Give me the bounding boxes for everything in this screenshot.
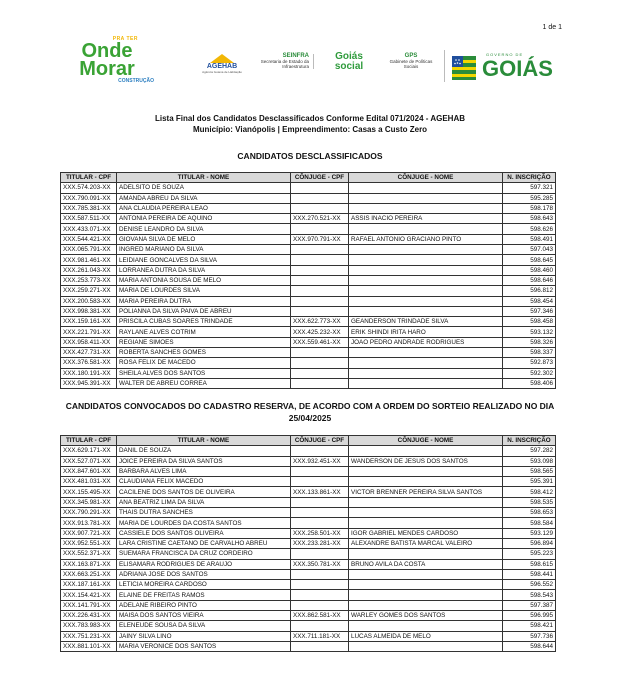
conjuge-nome-cell: GEANDERSON TRINDADE SILVA xyxy=(349,317,503,327)
conjuge-cpf-cell xyxy=(291,203,349,213)
titular-nome-cell: SUEMARA FRANCISCA DA CRUZ CORDEIRO xyxy=(117,549,291,559)
conjuge-nome-cell xyxy=(349,275,503,285)
inscricao-cell: 598.421 xyxy=(503,621,556,631)
titular-cpf-cell: XXX.552.371-XX xyxy=(61,549,117,559)
conjuge-nome-cell xyxy=(349,477,503,487)
titular-cpf-cell: XXX.253.773-XX xyxy=(61,275,117,285)
conjuge-cpf-cell xyxy=(291,265,349,275)
table-row xyxy=(61,327,556,337)
titular-nome-cell: MARIA PEREIRA DUTRA xyxy=(117,296,291,306)
conjuge-cpf-cell xyxy=(291,183,349,193)
titular-cpf-cell: XXX.981.461-XX xyxy=(61,255,117,265)
header-titular-nome: TITULAR - NOME xyxy=(117,173,291,183)
titular-nome-cell: ANA BEATRIZ LIMA DA SILVA xyxy=(117,497,291,507)
header-conjuge-cpf: CÔNJUGE - CPF xyxy=(291,173,349,183)
inscricao-cell: 593.132 xyxy=(503,327,556,337)
conjuge-nome-cell xyxy=(349,296,503,306)
conjuge-cpf-cell xyxy=(291,621,349,631)
conjuge-nome-cell xyxy=(349,265,503,275)
conjuge-nome-cell xyxy=(349,203,503,213)
inscricao-cell: 598.615 xyxy=(503,559,556,569)
titular-nome-cell: ADRIANA JOSE DOS SANTOS xyxy=(117,569,291,579)
titular-nome-cell: ADELANE RIBEIRO PINTO xyxy=(117,600,291,610)
inscricao-cell: 598.406 xyxy=(503,378,556,388)
titular-nome-cell: ELAINE DE FREITAS RAMOS xyxy=(117,590,291,600)
inscricao-cell: 598.645 xyxy=(503,255,556,265)
header-titular-cpf: TITULAR - CPF xyxy=(61,173,117,183)
table-row xyxy=(61,569,556,579)
table-row xyxy=(61,456,556,466)
titular-cpf-cell: XXX.261.043-XX xyxy=(61,265,117,275)
titular-nome-cell: CLAUDIANA FELIX MACEDO xyxy=(117,477,291,487)
table-header-row xyxy=(61,436,556,446)
conjuge-cpf-cell xyxy=(291,275,349,285)
titular-nome-cell: PRISCILA CUBAS SOARES TRINDADE xyxy=(117,317,291,327)
inscricao-cell: 598.646 xyxy=(503,275,556,285)
table-row xyxy=(61,337,556,347)
titular-nome-cell: MARIA DE LOURDES SILVA xyxy=(117,286,291,296)
titular-nome-cell: MAISA DOS SANTOS VIEIRA xyxy=(117,611,291,621)
table-row xyxy=(61,255,556,265)
table-row xyxy=(61,306,556,316)
inscricao-cell: 598.543 xyxy=(503,590,556,600)
conjuge-nome-cell xyxy=(349,600,503,610)
table-row xyxy=(61,245,556,255)
titular-cpf-cell: XXX.376.581-XX xyxy=(61,358,117,368)
conjuge-cpf-cell xyxy=(291,286,349,296)
table-row xyxy=(61,348,556,358)
titular-nome-cell: LARA CRISTINE CAETANO DE CARVALHO ABREU xyxy=(117,538,291,548)
table-row xyxy=(61,317,556,327)
inscricao-cell: 596.995 xyxy=(503,611,556,621)
conjuge-cpf-cell: XXX.559.461-XX xyxy=(291,337,349,347)
logo-bar xyxy=(58,34,564,94)
conjuge-cpf-cell xyxy=(291,224,349,234)
conjuge-nome-cell xyxy=(349,641,503,651)
table-row xyxy=(61,466,556,476)
inscricao-cell: 598.178 xyxy=(503,203,556,213)
disqualified-table xyxy=(60,172,556,389)
conjuge-nome-cell xyxy=(349,590,503,600)
titular-nome-cell: SHEILA ALVES DOS SANTOS xyxy=(117,368,291,378)
conjuge-nome-cell xyxy=(349,549,503,559)
titular-cpf-cell: XXX.544.421-XX xyxy=(61,234,117,244)
conjuge-nome-cell xyxy=(349,518,503,528)
titular-cpf-cell: XXX.200.583-XX xyxy=(61,296,117,306)
inscricao-cell: 596.894 xyxy=(503,538,556,548)
table-row xyxy=(61,611,556,621)
inscricao-cell: 598.441 xyxy=(503,569,556,579)
titular-nome-cell: CACILENE DOS SANTOS DE OLIVEIRA xyxy=(117,487,291,497)
conjuge-cpf-cell xyxy=(291,549,349,559)
header-inscricao: N. INSCRIÇÃO xyxy=(503,436,556,446)
conjuge-nome-cell xyxy=(349,446,503,456)
inscricao-cell: 598.454 xyxy=(503,296,556,306)
header-titular-cpf: TITULAR - CPF xyxy=(61,436,117,446)
inscricao-cell: 592.873 xyxy=(503,358,556,368)
titular-nome-cell: LETICIA MOREIRA CARDOSO xyxy=(117,580,291,590)
conjuge-cpf-cell: XXX.970.791-XX xyxy=(291,234,349,244)
titular-cpf-cell: XXX.998.381-XX xyxy=(61,306,117,316)
goias-social-logo xyxy=(322,52,376,72)
table-row xyxy=(61,641,556,651)
titular-cpf-cell: XXX.433.071-XX xyxy=(61,224,117,234)
table-row xyxy=(61,214,556,224)
conjuge-cpf-cell xyxy=(291,348,349,358)
titular-cpf-cell: XXX.065.791-XX xyxy=(61,245,117,255)
header-conjuge-nome: CÔNJUGE - NOME xyxy=(349,436,503,446)
conjuge-cpf-cell xyxy=(291,245,349,255)
titular-cpf-cell: XXX.345.981-XX xyxy=(61,497,117,507)
conjuge-nome-cell xyxy=(349,368,503,378)
inscricao-cell: 597.346 xyxy=(503,306,556,316)
titular-cpf-cell: XXX.574.203-XX xyxy=(61,183,117,193)
agehab-logo xyxy=(200,54,244,74)
inscricao-cell: 597.736 xyxy=(503,631,556,641)
titular-nome-cell: ANA CLAUDIA PEREIRA LEAO xyxy=(117,203,291,213)
conjuge-nome-cell xyxy=(349,306,503,316)
header-line1: Lista Final dos Candidatos Desclassificados Conforme Edital 071/2024 - AGEHAB xyxy=(154,114,465,123)
titular-nome-cell: ROSA FELIX DE MACEDO xyxy=(117,358,291,368)
gps-name: GPS xyxy=(404,53,418,59)
table-row xyxy=(61,234,556,244)
inscricao-cell: 597.321 xyxy=(503,183,556,193)
conjuge-cpf-cell xyxy=(291,378,349,388)
table-row xyxy=(61,358,556,368)
table-row xyxy=(61,497,556,507)
titular-cpf-cell: XXX.587.511-XX xyxy=(61,214,117,224)
titular-cpf-cell: XXX.180.191-XX xyxy=(61,368,117,378)
titular-nome-cell: ROBERTA SANCHES GOMES xyxy=(117,348,291,358)
titular-cpf-cell: XXX.427.731-XX xyxy=(61,348,117,358)
inscricao-cell: 598.644 xyxy=(503,641,556,651)
titular-nome-cell: MARIA VERONICE DOS SANTOS xyxy=(117,641,291,651)
agehab-name: AGEHAB xyxy=(206,63,238,70)
conjuge-cpf-cell xyxy=(291,518,349,528)
table-row xyxy=(61,265,556,275)
titular-cpf-cell: XXX.663.251-XX xyxy=(61,569,117,579)
conjuge-nome-cell xyxy=(349,255,503,265)
table-row xyxy=(61,559,556,569)
section2-title-line2: 25/04/2025 xyxy=(288,413,332,423)
inscricao-cell: 598.535 xyxy=(503,497,556,507)
conjuge-cpf-cell xyxy=(291,306,349,316)
onde-morar-top: PRA TER xyxy=(112,36,138,42)
titular-cpf-cell: XXX.913.781-XX xyxy=(61,518,117,528)
table-row xyxy=(61,378,556,388)
titular-cpf-cell: XXX.154.421-XX xyxy=(61,590,117,600)
conjuge-cpf-cell: XXX.932.451-XX xyxy=(291,456,349,466)
conjuge-cpf-cell: XXX.622.773-XX xyxy=(291,317,349,327)
titular-cpf-cell: XXX.141.791-XX xyxy=(61,600,117,610)
table-row xyxy=(61,631,556,641)
titular-cpf-cell: XXX.159.161-XX xyxy=(61,317,117,327)
gps-logo xyxy=(382,54,440,69)
header-conjuge-nome: CÔNJUGE - NOME xyxy=(349,173,503,183)
conjuge-cpf-cell xyxy=(291,508,349,518)
section1-title: CANDIDATOS DESCLASSIFICADOS xyxy=(237,151,383,161)
seinfra-sub: Secretaria de Estado da Infraestrutura xyxy=(260,59,309,69)
table-row xyxy=(61,183,556,193)
titular-cpf-cell: XXX.187.161-XX xyxy=(61,580,117,590)
inscricao-cell: 598.643 xyxy=(503,214,556,224)
titular-nome-cell: BARBARA ALVES LIMA xyxy=(117,466,291,476)
titular-cpf-cell: XXX.790.091-XX xyxy=(61,193,117,203)
table-row xyxy=(61,275,556,285)
conjuge-nome-cell xyxy=(349,224,503,234)
onde-morar-logo xyxy=(58,36,156,84)
conjuge-nome-cell xyxy=(349,497,503,507)
inscricao-cell: 598.565 xyxy=(503,466,556,476)
inscricao-cell: 592.302 xyxy=(503,368,556,378)
titular-nome-cell: ADELSITO DE SOUZA xyxy=(117,183,291,193)
conjuge-cpf-cell xyxy=(291,600,349,610)
conjuge-nome-cell xyxy=(349,569,503,579)
titular-nome-cell: JOICE PEREIRA DA SILVA SANTOS xyxy=(117,456,291,466)
titular-nome-cell: ELISAMARA RODRIGUES DE ARAUJO xyxy=(117,559,291,569)
titular-nome-cell: INGRED MARIANO DA SILVA xyxy=(117,245,291,255)
conjuge-cpf-cell: XXX.350.781-XX xyxy=(291,559,349,569)
titular-cpf-cell: XXX.881.101-XX xyxy=(61,641,117,651)
conjuge-cpf-cell xyxy=(291,580,349,590)
conjuge-nome-cell: RAFAEL ANTONIO GRACIANO PINTO xyxy=(349,234,503,244)
conjuge-cpf-cell xyxy=(291,368,349,378)
inscricao-cell: 596.812 xyxy=(503,286,556,296)
titular-cpf-cell: XXX.751.231-XX xyxy=(61,631,117,641)
conjuge-nome-cell: VICTOR BRENNER PEREIRA SILVA SANTOS xyxy=(349,487,503,497)
table-row xyxy=(61,487,556,497)
titular-cpf-cell: XXX.221.791-XX xyxy=(61,327,117,337)
conjuge-nome-cell: ASSIS INACIO PEREIRA xyxy=(349,214,503,224)
titular-cpf-cell: XXX.527.071-XX xyxy=(61,456,117,466)
table-row xyxy=(61,296,556,306)
goias-social-line2: social xyxy=(334,61,364,72)
reserve-table xyxy=(60,435,556,652)
conjuge-cpf-cell xyxy=(291,358,349,368)
section2-title-line1: CANDIDATOS CONVOCADOS DO CADASTRO RESERVA, DE ACORDO COM A ORDEM DO SORTEIO REALIZADO NO DIA xyxy=(65,401,555,411)
titular-cpf-cell: XXX.945.391-XX xyxy=(61,378,117,388)
titular-nome-cell: THAIS DUTRA SANCHES xyxy=(117,508,291,518)
logo-divider xyxy=(444,50,445,82)
conjuge-cpf-cell: XXX.425.232-XX xyxy=(291,327,349,337)
conjuge-cpf-cell xyxy=(291,446,349,456)
table-row xyxy=(61,590,556,600)
seinfra-logo xyxy=(253,54,314,69)
conjuge-cpf-cell xyxy=(291,296,349,306)
titular-nome-cell: POLIANNA DA SILVA PAIVA DE ABREU xyxy=(117,306,291,316)
conjuge-nome-cell: WANDERSON DE JESUS DOS SANTOS xyxy=(349,456,503,466)
goias-flag-icon xyxy=(452,56,476,80)
titular-nome-cell: JAINY SILVA LINO xyxy=(117,631,291,641)
titular-cpf-cell: XXX.629.171-XX xyxy=(61,446,117,456)
table-row xyxy=(61,600,556,610)
titular-nome-cell: MARIA DE LOURDES DA COSTA SANTOS xyxy=(117,518,291,528)
conjuge-nome-cell: ERIK SHINDI IRITA HARO xyxy=(349,327,503,337)
table-header-row xyxy=(61,173,556,183)
conjuge-cpf-cell xyxy=(291,477,349,487)
onde-morar-line2: Morar xyxy=(79,58,135,80)
conjuge-cpf-cell: XXX.711.181-XX xyxy=(291,631,349,641)
conjuge-nome-cell xyxy=(349,286,503,296)
conjuge-cpf-cell: XXX.862.581-XX xyxy=(291,611,349,621)
conjuge-nome-cell xyxy=(349,348,503,358)
titular-nome-cell: CASSIELE DOS SANTOS OLIVEIRA xyxy=(117,528,291,538)
inscricao-cell: 598.326 xyxy=(503,337,556,347)
inscricao-cell: 598.460 xyxy=(503,265,556,275)
conjuge-nome-cell xyxy=(349,183,503,193)
onde-morar-bottom: CONSTRUÇÃO xyxy=(118,78,154,84)
conjuge-nome-cell xyxy=(349,378,503,388)
titular-nome-cell: AMANDA ABREU DA SILVA xyxy=(117,193,291,203)
section2-title xyxy=(0,400,620,424)
governo-goias-logo xyxy=(452,50,564,84)
header-conjuge-cpf: CÔNJUGE - CPF xyxy=(291,436,349,446)
titular-nome-cell: RAYLANE ALVES COTRIM xyxy=(117,327,291,337)
table-row xyxy=(61,286,556,296)
inscricao-cell: 593.098 xyxy=(503,456,556,466)
titular-cpf-cell: XXX.259.271-XX xyxy=(61,286,117,296)
titular-nome-cell: LORRANEA DUTRA DA SILVA xyxy=(117,265,291,275)
page-number: 1 de 1 xyxy=(542,24,562,31)
conjuge-cpf-cell xyxy=(291,569,349,579)
titular-cpf-cell: XXX.847.601-XX xyxy=(61,466,117,476)
table-row xyxy=(61,549,556,559)
conjuge-cpf-cell xyxy=(291,497,349,507)
titular-nome-cell: MARIA ANTONIA SOUSA DE MELO xyxy=(117,275,291,285)
inscricao-cell: 598.653 xyxy=(503,508,556,518)
inscricao-cell: 598.337 xyxy=(503,348,556,358)
conjuge-nome-cell: JOAO PEDRO ANDRADE RODRIGUES xyxy=(349,337,503,347)
house-roof-icon xyxy=(210,54,234,63)
inscricao-cell: 597.387 xyxy=(503,600,556,610)
inscricao-cell: 598.626 xyxy=(503,224,556,234)
conjuge-cpf-cell: XXX.233.281-XX xyxy=(291,538,349,548)
conjuge-nome-cell xyxy=(349,358,503,368)
conjuge-nome-cell: LUCAS ALMEIDA DE MELO xyxy=(349,631,503,641)
table-row xyxy=(61,203,556,213)
header-titular-nome: TITULAR - NOME xyxy=(117,436,291,446)
table-row xyxy=(61,518,556,528)
inscricao-cell: 598.491 xyxy=(503,234,556,244)
titular-nome-cell: DENISE LEANDRO DA SILVA xyxy=(117,224,291,234)
titular-nome-cell: REGIANE SIMOES xyxy=(117,337,291,347)
titular-nome-cell: WALTER DE ABREU CORREA xyxy=(117,378,291,388)
gps-sub: Gabinete de Políticas Sociais xyxy=(389,59,433,69)
titular-cpf-cell: XXX.907.721-XX xyxy=(61,528,117,538)
conjuge-cpf-cell xyxy=(291,590,349,600)
agehab-sub: Agência Goiana de Habitação xyxy=(202,70,242,74)
titular-cpf-cell: XXX.783.983-XX xyxy=(61,621,117,631)
titular-cpf-cell: XXX.226.431-XX xyxy=(61,611,117,621)
titular-cpf-cell: XXX.481.031-XX xyxy=(61,477,117,487)
titular-cpf-cell: XXX.785.381-XX xyxy=(61,203,117,213)
conjuge-cpf-cell xyxy=(291,193,349,203)
conjuge-nome-cell xyxy=(349,466,503,476)
titular-nome-cell: LEIDIANE GONCALVES DA SILVA xyxy=(117,255,291,265)
titular-cpf-cell: XXX.163.871-XX xyxy=(61,559,117,569)
conjuge-cpf-cell: XXX.258.501-XX xyxy=(291,528,349,538)
table-row xyxy=(61,621,556,631)
onde-morar-line1: Onde xyxy=(81,40,133,62)
conjuge-nome-cell: BRUNO AVILA DA COSTA xyxy=(349,559,503,569)
table-row xyxy=(61,224,556,234)
table-row xyxy=(61,368,556,378)
conjuge-nome-cell: ALEXANDRE BATISTA MARCAL VALEIRO xyxy=(349,538,503,548)
conjuge-cpf-cell xyxy=(291,641,349,651)
seinfra-name: SEINFRA xyxy=(282,53,309,59)
titular-nome-cell: ANTONIA PEREIRA DE AQUINO xyxy=(117,214,291,224)
goias-wordmark: GOIÁS xyxy=(482,56,553,81)
titular-cpf-cell: XXX.790.291-XX xyxy=(61,508,117,518)
header-line2: Município: Vianópolis | Empreendimento: Casas a Custo Zero xyxy=(192,125,428,134)
table-row xyxy=(61,508,556,518)
conjuge-nome-cell xyxy=(349,580,503,590)
inscricao-cell: 595.285 xyxy=(503,193,556,203)
conjuge-nome-cell: IGOR GABRIEL MENDES CARDOSO xyxy=(349,528,503,538)
conjuge-cpf-cell: XXX.270.521-XX xyxy=(291,214,349,224)
inscricao-cell: 596.552 xyxy=(503,580,556,590)
header-inscricao: N. INSCRIÇÃO xyxy=(503,173,556,183)
conjuge-nome-cell: WARLEY GOMES DOS SANTOS xyxy=(349,611,503,621)
inscricao-cell: 598.584 xyxy=(503,518,556,528)
table-row xyxy=(61,528,556,538)
conjuge-nome-cell xyxy=(349,621,503,631)
conjuge-nome-cell xyxy=(349,245,503,255)
table-row xyxy=(61,193,556,203)
inscricao-cell: 593.129 xyxy=(503,528,556,538)
titular-cpf-cell: XXX.952.551-XX xyxy=(61,538,117,548)
inscricao-cell: 595.223 xyxy=(503,549,556,559)
conjuge-nome-cell xyxy=(349,508,503,518)
inscricao-cell: 598.412 xyxy=(503,487,556,497)
table-row xyxy=(61,538,556,548)
conjuge-nome-cell xyxy=(349,193,503,203)
table-row xyxy=(61,580,556,590)
conjuge-cpf-cell: XXX.133.861-XX xyxy=(291,487,349,497)
titular-cpf-cell: XXX.958.411-XX xyxy=(61,337,117,347)
governo-de-label: GOVERNO DE xyxy=(486,52,524,57)
titular-nome-cell: GIOVANA SILVA DE MELO xyxy=(117,234,291,244)
conjuge-cpf-cell xyxy=(291,466,349,476)
goias-social-line1: Goiás xyxy=(335,51,363,62)
inscricao-cell: 597.043 xyxy=(503,245,556,255)
inscricao-cell: 598.458 xyxy=(503,317,556,327)
conjuge-cpf-cell xyxy=(291,255,349,265)
inscricao-cell: 597.282 xyxy=(503,446,556,456)
titular-cpf-cell: XXX.155.495-XX xyxy=(61,487,117,497)
document-header xyxy=(0,113,620,135)
table-row xyxy=(61,446,556,456)
titular-nome-cell: ELENEUDE SOUSA DA SILVA xyxy=(117,621,291,631)
table-row xyxy=(61,477,556,487)
inscricao-cell: 595.391 xyxy=(503,477,556,487)
titular-nome-cell: DANIL DE SOUZA xyxy=(117,446,291,456)
